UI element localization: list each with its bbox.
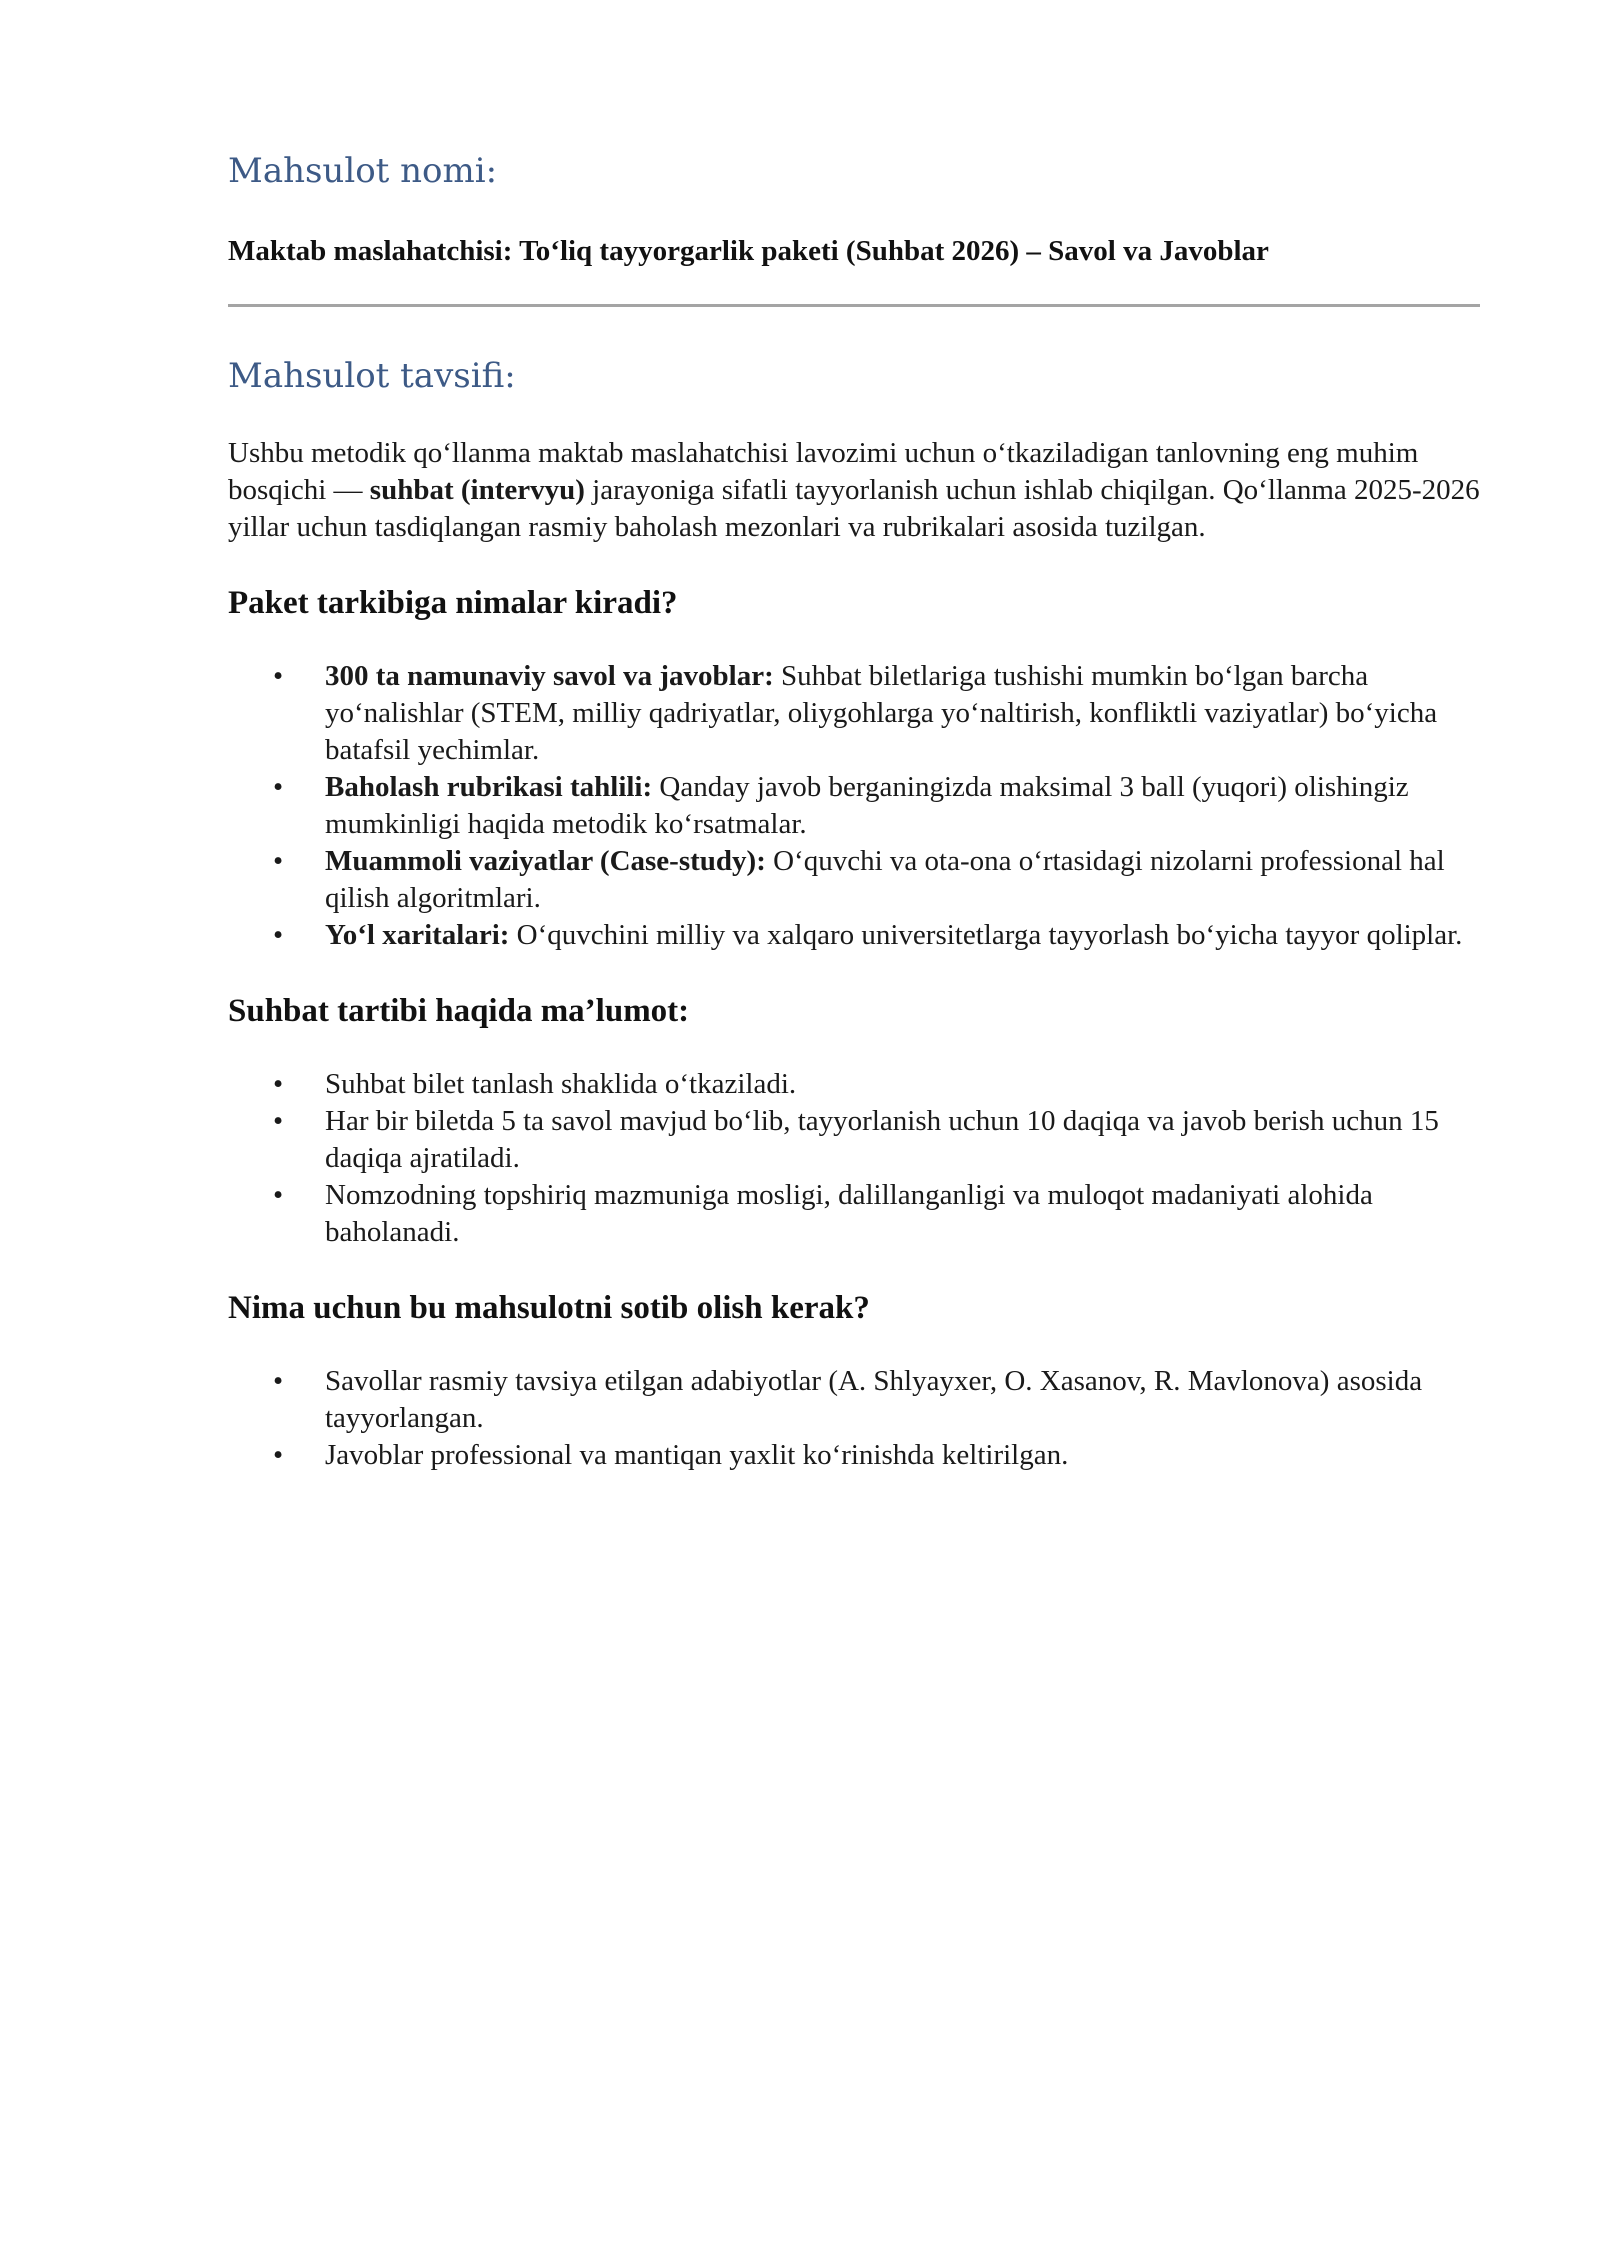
list-item: • Javoblar professional va mantiqan yaxlit ko‘rinishda keltirilgan. — [228, 1437, 1480, 1474]
list-item: • Savollar rasmiy tavsiya etilgan adabiyotlar (A. Shlyayxer, O. Xasanov, R. Mavlonova) asosida tayyorlangan. — [228, 1363, 1480, 1437]
list-item-title: 300 ta namunaviy savol va javoblar: — [325, 660, 774, 692]
product-name: Maktab maslahatchisi: To‘liq tayyorgarlik paketi (Suhbat 2026) – Savol va Javoblar — [228, 235, 1269, 267]
description-paragraph — [228, 435, 1480, 546]
list-item — [228, 769, 1480, 843]
list-item-text: O‘quvchi va ota-ona o‘rtasidagi nizolarni professional hal qilish algoritmlari. — [325, 845, 1445, 914]
description-text-end: jarayoniga sifatli tayyorlanish uchun ishlab chiqilgan. Qo‘llanma 2025-2026 yillar uchun tasdiqlangan rasmiy baholash mezonlari va rubrikalari asosida tuzilgan. — [228, 474, 1480, 543]
document-page — [228, 150, 1480, 1474]
why-buy-heading: Nima uchun bu mahsulotni sotib olish kerak? — [228, 1290, 870, 1326]
list-item — [228, 843, 1480, 917]
product-name-label: Mahsulot nomi: — [228, 151, 498, 191]
description-text-start: Ushbu metodik qo‘llanma maktab maslahatchisi lavozimi uchun o‘tkaziladigan tanlovning eng muhim bosqichi — — [228, 437, 1419, 506]
list-item: • Suhbat bilet tanlash shaklida o‘tkaziladi. — [228, 1066, 1480, 1103]
horizontal-divider — [228, 304, 1480, 307]
package-contents-list — [228, 658, 1480, 954]
list-item-text: Suhbat biletlariga tushishi mumkin bo‘lgan barcha yo‘nalishlar (STEM, milliy qadriyatlar, oliygohlarga yo‘naltirish, konfliktli vaziyatlar) bo‘yicha batafsil yechimlar. — [325, 660, 1438, 766]
interview-procedure-heading: Suhbat tartibi haqida ma’lumot: — [228, 993, 690, 1029]
list-item-text: O‘quvchini milliy va xalqaro universitetlarga tayyorlash bo‘yicha tayyor qoliplar. — [509, 919, 1463, 951]
why-buy-list — [228, 1363, 1480, 1474]
list-item-title: Baholash rubrikasi tahlili: — [325, 771, 653, 803]
list-item: • Har bir biletda 5 ta savol mavjud bo‘lib, tayyorlanish uchun 10 daqiqa va javob berish uchun 15 daqiqa ajratiladi. — [228, 1103, 1480, 1177]
list-item-title: Muammoli vaziyatlar (Case-study): — [325, 845, 766, 877]
list-item-title: Yo‘l xaritalari: — [325, 919, 510, 951]
interview-procedure-list — [228, 1066, 1480, 1251]
list-item — [228, 658, 1480, 769]
description-label: Mahsulot tavsifi: — [228, 356, 516, 396]
list-item: • Nomzodning topshiriq mazmuniga mosligi, dalillanganligi va muloqot madaniyati alohida baholanadi. — [228, 1177, 1480, 1251]
description-bold-term: suhbat (intervyu) — [369, 474, 585, 506]
list-item-text: Qanday javob berganingizda maksimal 3 ball (yuqori) olishingiz mumkinligi haqida metodik ko‘rsatmalar. — [325, 771, 1409, 840]
package-contents-heading: Paket tarkibiga nimalar kiradi? — [228, 585, 678, 621]
list-item — [228, 917, 1480, 954]
